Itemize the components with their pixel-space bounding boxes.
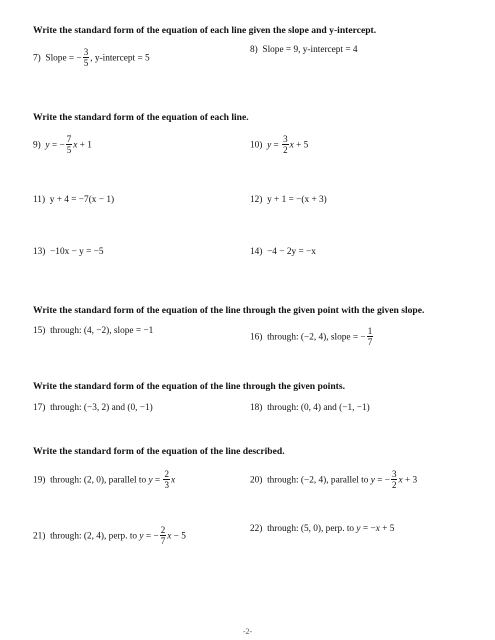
problem-text: through: (4, −2), slope = −1 xyxy=(50,326,154,336)
problem-22: 22) through: (5, 0), perp. to y = −x + 5 xyxy=(250,524,395,534)
problem-text: Slope = 9, y-intercept = 4 xyxy=(262,45,358,55)
problem-text: through: (2, 4), perp. to xyxy=(50,531,140,542)
problem-number: 20) xyxy=(250,475,263,486)
problem-8 xyxy=(250,44,358,56)
problem-text: −4 − 2y = −x xyxy=(267,247,316,257)
problem-text: through: (5, 0), perp. to xyxy=(267,524,357,534)
problem-number: 12) xyxy=(250,195,263,205)
problem-number: 10) xyxy=(250,140,263,151)
problem-number: 18) xyxy=(250,403,263,413)
problem-text: through: (0, 4) and (−1, −1) xyxy=(267,403,370,413)
problem-number: 14) xyxy=(250,247,263,257)
problem-number: 13) xyxy=(33,247,46,257)
fraction: $\frac{2}{3}$ xyxy=(164,469,169,490)
problem-text: through: (−3, 2) and (0, −1) xyxy=(50,403,153,413)
problem-16 xyxy=(250,327,374,348)
fraction: $\frac{1}{7}$ xyxy=(367,326,373,347)
section-header-point-slope: Write the standard form of the equation of the line through the given point with the given slope. xyxy=(33,305,425,316)
section-header-each-line: Write the standard form of the equation of each line. xyxy=(33,112,249,123)
problem-18 xyxy=(250,402,370,414)
problem-text: Slope = − xyxy=(45,53,82,64)
problem-21: 21) through: (2, 4), perp. to y = − $\frac{2}{7}$ x − 5 xyxy=(33,525,186,546)
fraction: $\frac{7}{5}$ xyxy=(66,134,72,155)
problem-number: 8) xyxy=(250,45,258,55)
problem-number: 15) xyxy=(33,326,46,336)
section-header-slope-intercept: Write the standard form of the equation of each line given the slope and y-intercept. xyxy=(33,25,377,36)
problem-12 xyxy=(250,194,327,206)
section-header-described: Write the standard form of the equation of the line described. xyxy=(33,446,285,457)
problem-number: 11) xyxy=(33,195,46,205)
page-number: -2- xyxy=(242,627,253,636)
fraction: $\frac{3}{5}$ xyxy=(83,47,89,68)
problem-20: 20) through: (−2, 4), parallel to y = − $\frac{3}{2}$ x + 3 xyxy=(250,469,418,490)
fraction: $\frac{2}{7}$ xyxy=(160,525,166,546)
problem-number: 19) xyxy=(33,475,46,486)
problem-number: 22) xyxy=(250,524,263,534)
problem-10: 10) y = $\frac{3}{2}$ x + 5 xyxy=(250,134,309,155)
problem-19: 19) through: (2, 0), parallel to y = $\frac{2}{3}$ x xyxy=(33,469,176,490)
problem-7 xyxy=(33,48,150,69)
problem-number: 9) xyxy=(33,140,41,151)
problem-text: −10x − y = −5 xyxy=(50,247,104,257)
problem-text: , y-intercept = 5 xyxy=(90,53,150,64)
problem-11 xyxy=(33,194,114,206)
problem-number: 16) xyxy=(250,332,263,343)
problem-text: through: (2, 0), parallel to xyxy=(50,475,149,486)
problem-text: through: (−2, 4), slope = − xyxy=(267,332,366,343)
problem-number: 17) xyxy=(33,403,46,413)
problem-text: through: (−2, 4), parallel to xyxy=(267,475,371,486)
problem-17 xyxy=(33,402,153,414)
problem-14 xyxy=(250,246,316,258)
fraction: $\frac{3}{2}$ xyxy=(391,469,397,490)
problem-15 xyxy=(33,325,153,337)
problem-number: 7) xyxy=(33,53,41,64)
section-header-two-points: Write the standard form of the equation of the line through the given points. xyxy=(33,381,345,392)
problem-text: y + 1 = −(x + 3) xyxy=(267,195,327,205)
problem-number: 21) xyxy=(33,531,46,542)
fraction: $\frac{3}{2}$ xyxy=(283,134,288,155)
problem-9: 9) y = − $\frac{7}{5}$ x + 1 xyxy=(33,134,92,155)
problem-13 xyxy=(33,246,104,258)
problem-text: y + 4 = −7(x − 1) xyxy=(49,195,115,205)
